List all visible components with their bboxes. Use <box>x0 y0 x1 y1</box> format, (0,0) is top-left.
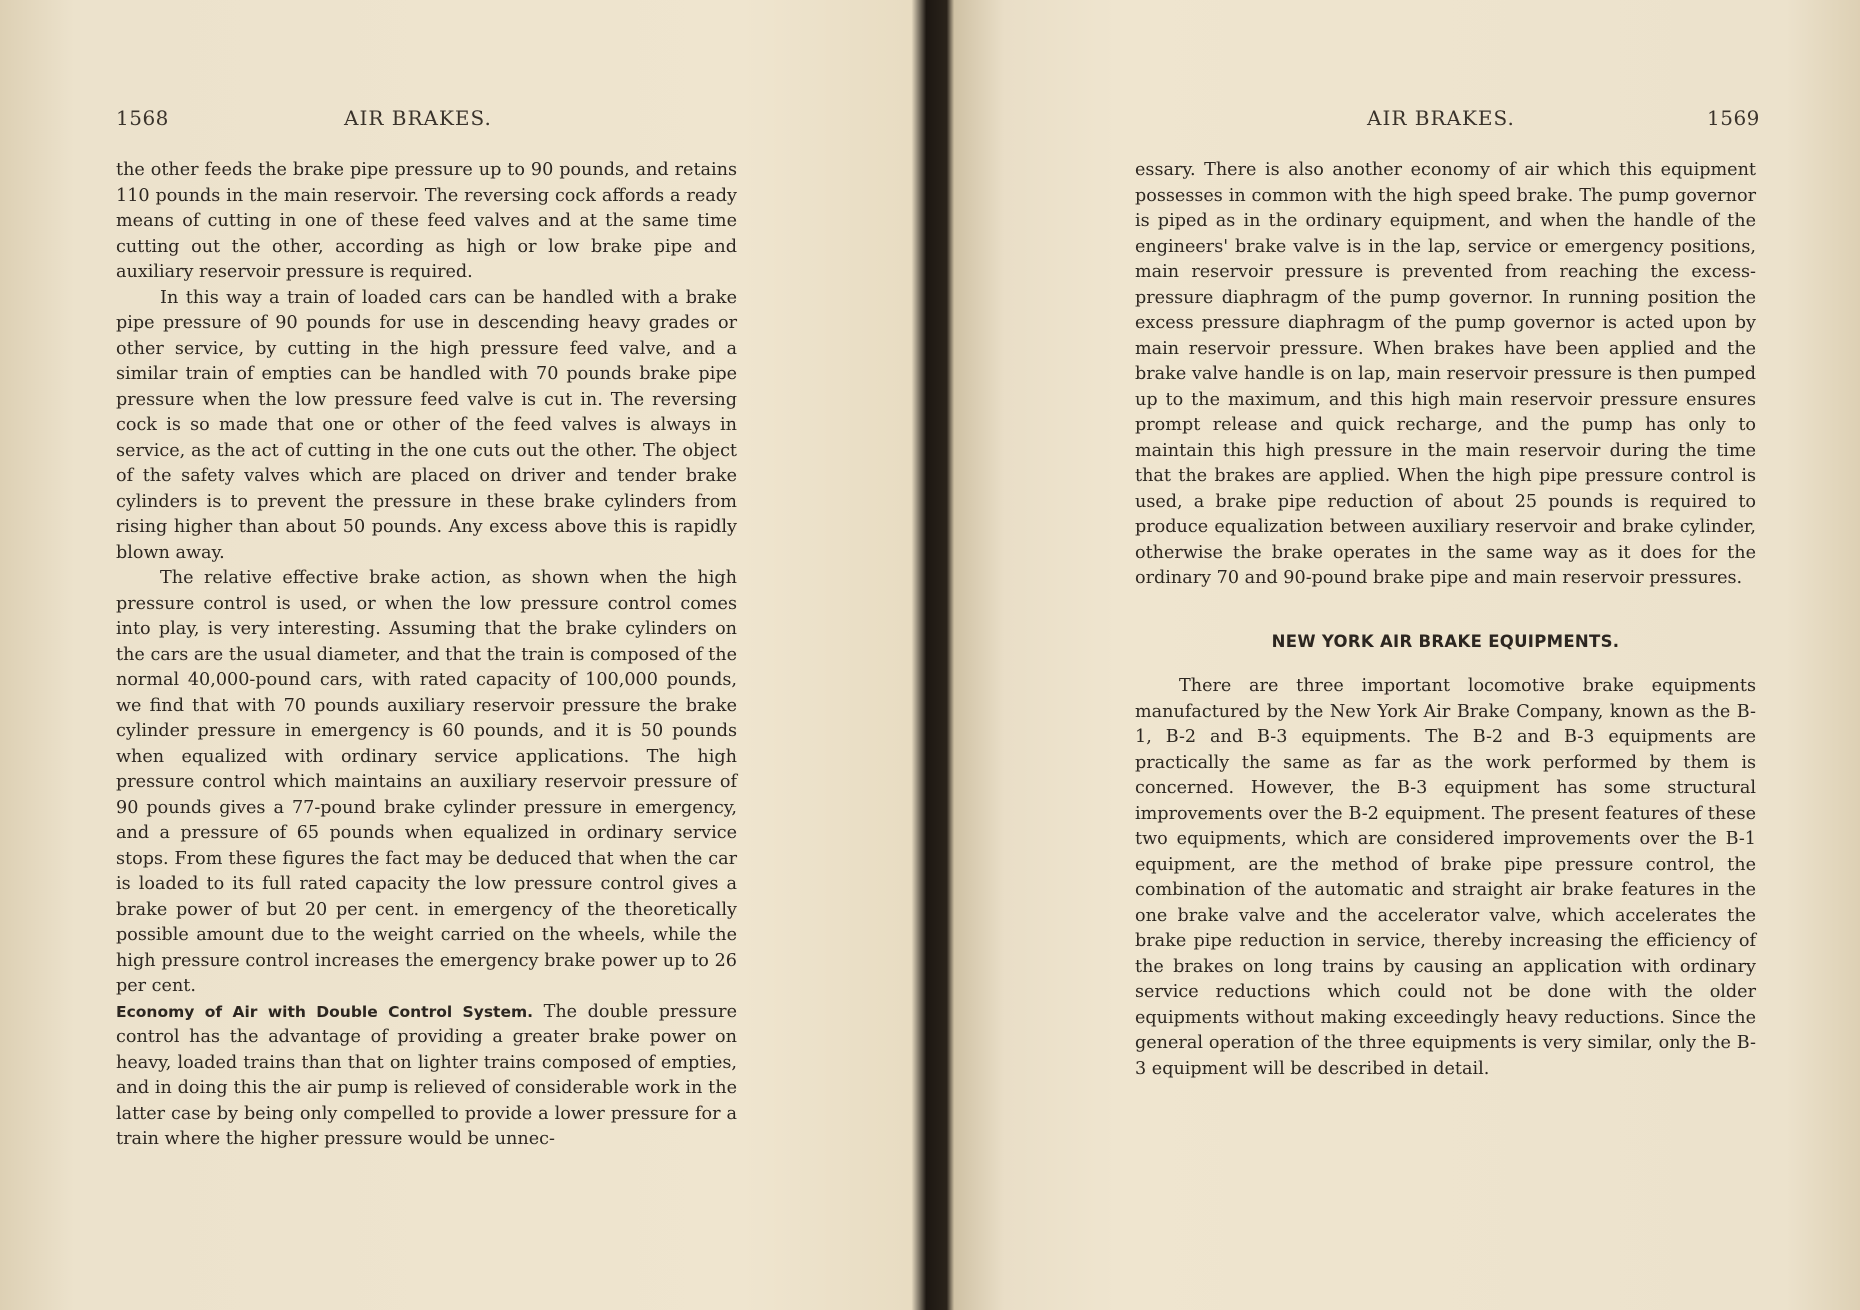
running-head: AIR BRAKES. <box>1367 106 1515 130</box>
paragraph: The relative effective brake action, as shown when the high pressure control is used, or when the low pressure control comes into play, is very interesting. Assuming that the brake cylinders on the cars are the usual diameter, and that the train is composed of the normal 40,000-pound cars, with rated capacity of 100,000 pounds, we find that with 70 pounds auxiliary reservoir pressure the brake cylinder pressure in emergency is 60 pounds, and it is 50 pounds when equalized with ordinary service applications. The high pressure control which maintains an auxiliary reservoir pressure of 90 pounds gives a 77-pound brake cylinder pressure in emergency, and a pressure of 65 pounds when equalized in ordinary service stops. From these figures the fact may be deduced that when the car is loaded to its full rated capacity the low pressure control gives a brake power of but 20 per cent. in emergency of the theoretically possible amount due to the weight carried on the wheels, while the high pressure control increases the emergency brake power up to 26 per cent. <box>116 568 737 996</box>
running-head: AIR BRAKES. <box>344 106 492 130</box>
paragraph: the other feeds the brake pipe pressure up to 90 pounds, and retains 110 pounds in the main reservoir. The reversing cock affords a ready means of cutting in one of these feed valves and at the same time cutting out the other, according as high or low brake pipe and auxiliary reservoir pressure is required. <box>116 160 737 282</box>
right-page <box>945 0 1860 1310</box>
paragraph: essary. There is also another economy of air which this equipment possesses in common with the high speed brake. The pump governor is piped as in the ordinary equipment, and when the handle of the engineers' brake valve is in the lap, service or emergency positions, main reservoir pressure is prevented from reaching the excess-pressure diaphragm of the pump governor. In running position the excess pressure diaphragm of the pump governor is acted upon by main reservoir pressure. When brakes have been applied and the brake valve handle is on lap, main reservoir pressure is then pumped up to the maximum, and this high main reservoir pressure ensures prompt release and quick recharge, and the pump has only to maintain this high pressure in the main reservoir during the time that the brakes are applied. When the high pipe pressure control is used, a brake pipe reduction of about 25 pounds is required to produce equalization between auxiliary reservoir and brake cylinder, otherwise the brake operates in the same way as it does for the ordinary 70 and 90-pound brake pipe and main reservoir pressures. <box>1135 160 1756 588</box>
paragraph: In this way a train of loaded cars can be handled with a brake pipe pressure of 90 pounds for use in descending heavy grades or other service, by cutting in the high pressure feed valve, and a similar train of empties can be handled with 70 pounds brake pipe pressure when the low pressure feed valve is cut in. The reversing cock is so made that one or other of the feed valves is always in service, as the act of cutting in the one cuts out the other. The object of the safety valves which are placed on driver and tender brake cylinders is to prevent the pressure in these brake cylinders from rising higher than about 50 pounds. Any excess above this is rapidly blown away. <box>116 287 737 563</box>
page-body <box>116 158 737 1153</box>
paragraph <box>116 1000 737 1153</box>
section-heading: NEW YORK AIR BRAKE EQUIPMENTS. <box>1271 631 1620 651</box>
page-number: 1569 <box>1707 106 1760 130</box>
runin-heading: Economy of Air with Double Control System. <box>116 1002 534 1021</box>
runin-text: The double pressure control has the advantage of providing a greater brake power on heavy, loaded trains than that on lighter trains composed of empties, and in doing this the air pump is relieved of considerable work in the latter case by being only compelled to provide a lower pressure for a train where the higher pressure would be unnec- <box>116 1001 737 1149</box>
paragraph: There are three important locomotive brake equipments manufactured by the New York Air Brake Company, known as the B-1, B-2 and B-3 equipments. The B-2 and B-3 equipments are practically the same as far as the work performed by them is concerned. However, the B-3 equipment has some structural improvements over the B-2 equipment. The present features of these two equipments, which are considered improvements over the B-1 equipment, are the method of brake pipe pressure control, the combination of the automatic and straight air brake features in the one brake valve and the accelerator valve, which accelerates the brake pipe reduction in service, thereby increasing the efficiency of the brakes on long trains by causing an application with ordinary service reductions which could not be done with the older equipments without making exceedingly heavy reductions. Since the general operation of the three equipments is very similar, only the B-3 equipment will be described in detail. <box>1135 676 1756 1079</box>
page-number: 1568 <box>116 106 169 130</box>
left-page <box>0 0 925 1310</box>
page-body <box>1135 158 1756 1082</box>
